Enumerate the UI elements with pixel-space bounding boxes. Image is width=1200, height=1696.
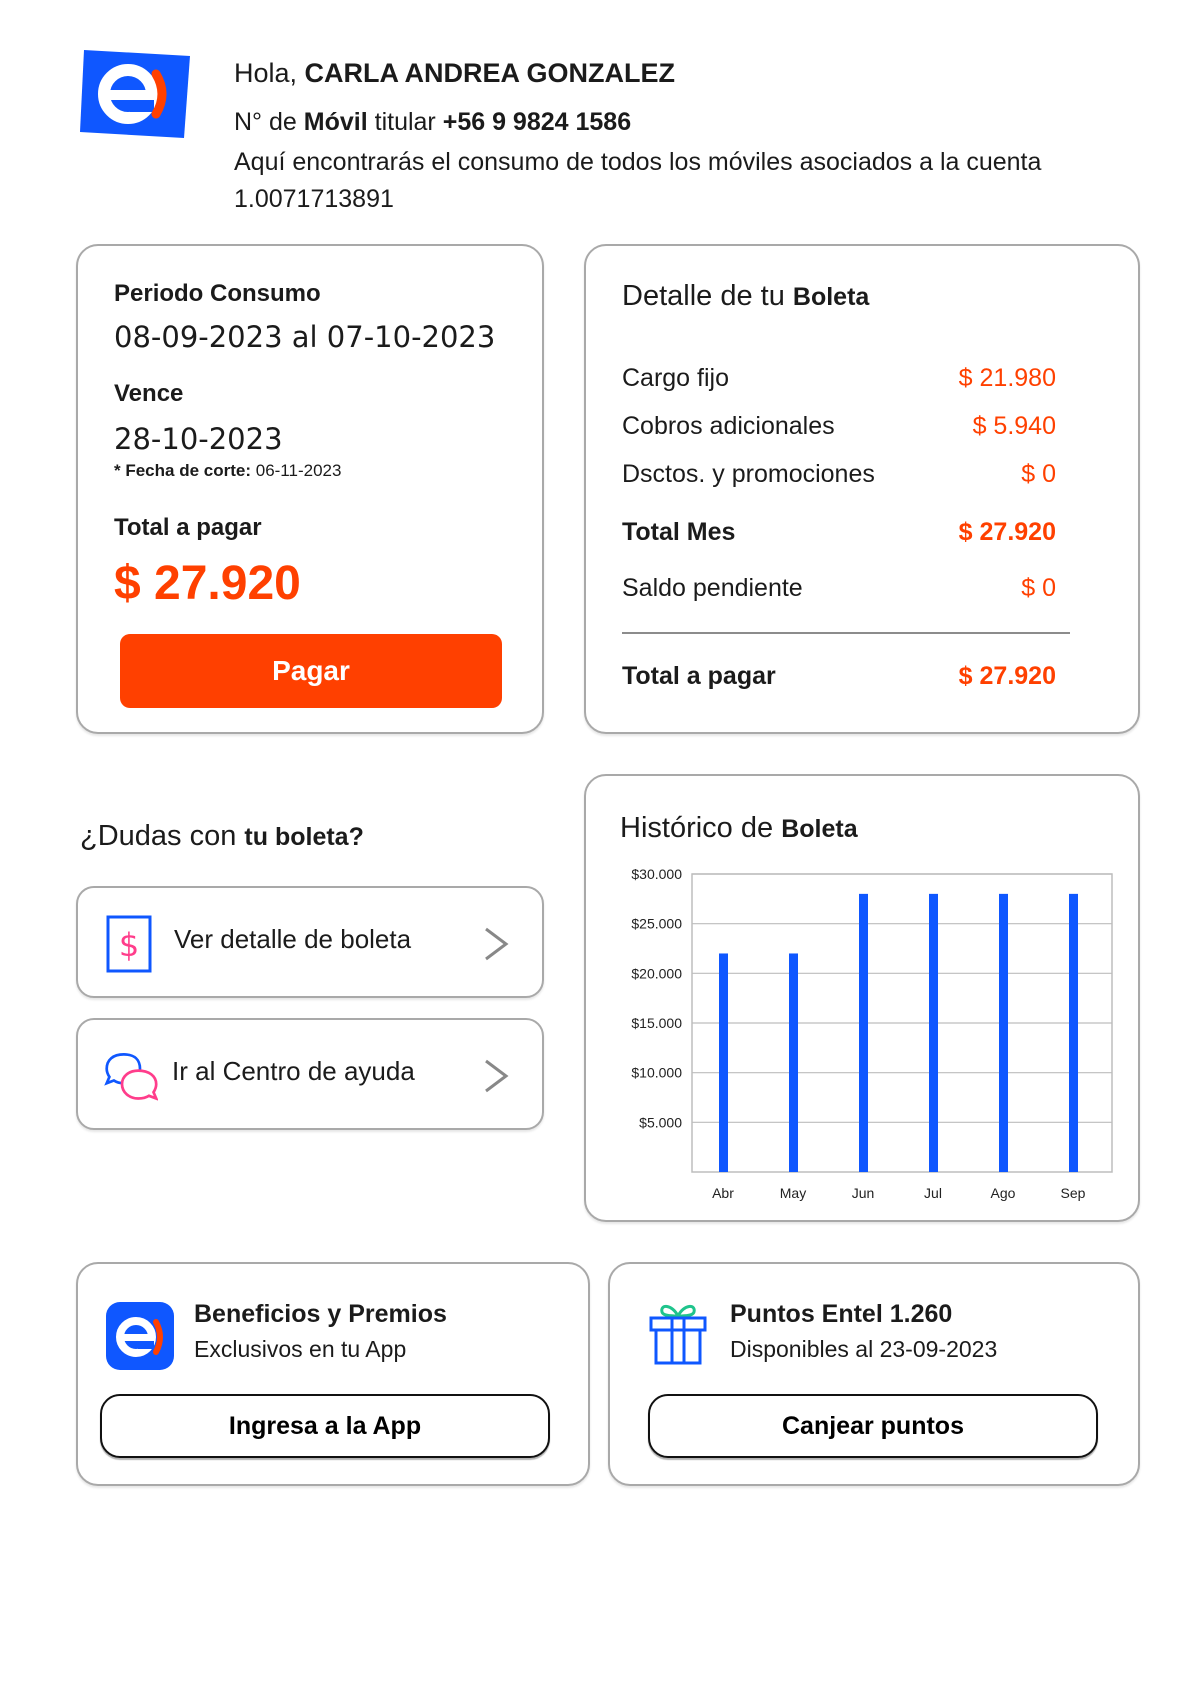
pay-button[interactable]: Pagar [120,634,502,708]
due-value: 28-10-2023 [114,422,283,456]
bar [789,953,798,1172]
x-tick-label: Jul [924,1185,942,1201]
y-tick-label: $25.000 [631,915,682,932]
row-label: Saldo pendiente [622,574,803,602]
redeem-points-button[interactable]: Canjear puntos [648,1394,1098,1458]
greeting [234,58,675,89]
row-amount: $ 5.940 [972,412,1056,440]
view-bill-detail-label: Ver detalle de boleta [174,924,412,954]
mobile-line [234,108,631,137]
points-card [608,1262,1140,1486]
bill-history-chart [586,776,1138,1220]
detail-row [622,574,1056,603]
bar [719,953,728,1172]
bar [999,894,1008,1172]
detail-total-label: Total a pagar [622,662,776,690]
view-bill-detail-link[interactable] [76,886,544,998]
y-tick-label: $30.000 [631,866,682,882]
chevron-right-icon [480,926,512,962]
period-label: Periodo Consumo [114,280,321,307]
help-title [80,820,364,853]
benefits-title: Beneficios y Premios [194,1300,447,1328]
history-title-bold: Boleta [781,815,858,843]
mobile-mid: titular [374,108,436,136]
points-title: Puntos Entel 1.260 [730,1300,953,1328]
x-tick-label: Sep [1060,1185,1086,1201]
cutoff-label: * Fecha de corte: [114,461,251,480]
mobile-prefix: N° de [234,108,297,136]
points-subtitle: Disponibles al 23-09-2023 [730,1336,998,1362]
x-tick-label: Ago [990,1185,1016,1201]
detail-row [622,364,1056,393]
customer-name: CARLA ANDREA GONZALEZ [304,58,676,88]
mobile-label: Móvil [303,108,368,136]
bill-detail-card [584,244,1140,734]
y-tick-label: $15.000 [631,1015,682,1031]
cutoff-value: 06-11-2023 [255,461,342,480]
row-label: Total Mes [622,518,736,546]
detail-row [622,460,1056,489]
mobile-number: +56 9 9824 1586 [442,108,632,136]
row-amount: $ 0 [1021,574,1056,602]
help-title-bold: tu boleta? [244,823,364,851]
dollar-document-icon [104,914,158,974]
billing-summary-card [76,244,544,734]
detail-row [622,412,1056,441]
history-title-plain: Histórico de [620,812,774,844]
greeting-text: Hola, [234,58,298,88]
detail-total-amount: $ 27.920 [958,662,1056,690]
bar [859,894,868,1172]
detail-row-total-month [622,518,1056,547]
bar [929,894,938,1172]
row-amount: $ 21.980 [958,364,1056,392]
row-label: Dsctos. y promociones [622,460,875,488]
help-title-plain: ¿Dudas con [80,820,237,852]
row-amount: $ 27.920 [958,518,1056,546]
entel-logo [78,46,192,140]
row-label: Cargo fijo [622,364,729,392]
total-amount: $ 27.920 [114,557,301,610]
svg-text:$: $ [118,926,140,964]
y-tick-label: $20.000 [631,965,682,982]
detail-title-plain: Detalle de tu [622,280,785,312]
x-tick-label: Abr [712,1185,734,1201]
x-tick-label: May [779,1185,807,1201]
x-tick-label: Jun [851,1185,875,1201]
bar [1069,894,1078,1172]
y-tick-label: $10.000 [631,1064,682,1081]
help-center-link[interactable] [76,1018,544,1130]
row-amount: $ 0 [1021,460,1056,488]
account-description: Aquí encontrarás el consumo de todos los móviles asociados a la cuenta 1.0071713891 [234,148,1042,213]
due-label: Vence [114,380,184,407]
chevron-right-icon [480,1058,512,1094]
detail-divider [622,632,1070,634]
benefits-subtitle: Exclusivos en tu App [194,1336,407,1362]
detail-total-row [622,662,1056,691]
entel-app-icon [104,1300,176,1372]
cutoff-note [114,461,341,481]
bill-history-card [584,774,1140,1222]
detail-title [622,280,869,313]
y-tick-label: $5.000 [639,1114,682,1131]
chat-bubbles-icon [104,1046,158,1106]
help-center-label: Ir al Centro de ayuda [172,1056,415,1086]
benefits-card [76,1262,590,1486]
row-label: Cobros adicionales [622,412,835,440]
period-value: 08-09-2023 al 07-10-2023 [114,320,496,354]
gift-icon [648,1300,708,1366]
detail-title-bold: Boleta [792,283,870,311]
enter-app-button[interactable]: Ingresa a la App [100,1394,550,1458]
total-label: Total a pagar [114,514,262,541]
